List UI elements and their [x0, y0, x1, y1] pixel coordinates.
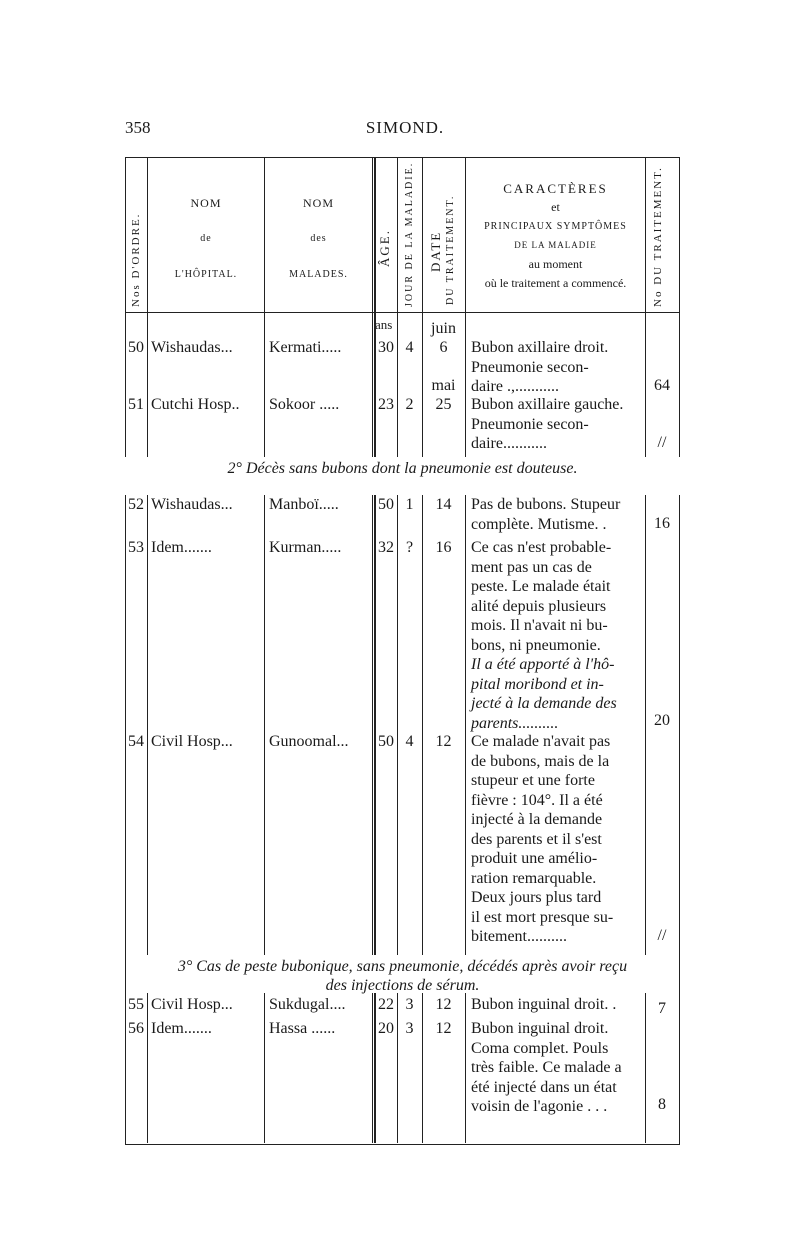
hospital-name: Wishaudas... — [151, 496, 233, 513]
symptom-line: Bubon axillaire droit. — [471, 339, 609, 356]
age-value: 20 — [378, 1020, 394, 1037]
rule — [679, 495, 680, 1145]
symptom-line: jecté à la demande des — [471, 695, 617, 712]
date-value: 12 — [435, 1020, 452, 1037]
running-title: SIMOND. — [365, 118, 445, 137]
page-number: 358 — [125, 118, 151, 137]
symptom-line: parents.......... — [471, 714, 559, 732]
symptom-line: voisin de l'agonie . . . — [471, 1098, 608, 1115]
treatment-number: 16 — [654, 515, 670, 532]
age-value: 22 — [378, 996, 394, 1013]
day-value: 2 — [405, 396, 414, 413]
symptom-line: Il a été apporté à l'hô- — [471, 656, 615, 673]
col-order: Nos D'ORDRE. — [130, 212, 142, 307]
symptom-line: injecté à la demande — [471, 811, 603, 828]
symptom-line: mois. Il n'avait ni bu- — [471, 617, 608, 634]
row-number: 52 — [128, 496, 144, 513]
hospital-name: Wishaudas... — [151, 339, 233, 356]
rule — [147, 993, 148, 1143]
col-hospital: NOM de L'HÔPITAL. — [174, 196, 238, 280]
rule — [375, 993, 376, 1143]
day-value: 4 — [405, 339, 414, 356]
age-value: 23 — [378, 396, 394, 413]
symptom-line: de bubons, mais de la — [471, 752, 610, 770]
rule — [125, 495, 126, 1145]
symptom-line: daire........... — [471, 435, 547, 452]
col-date-2: DU TRAITEMENT. — [445, 194, 456, 305]
hospital-name: Cutchi Hosp.. — [151, 396, 240, 413]
rule — [397, 993, 398, 1143]
col-date-1: DATE — [428, 230, 443, 272]
treatment-number: 20 — [654, 712, 670, 729]
symptom-line: produit une amélio- — [471, 850, 598, 867]
symptom-line: des parents et il s'est — [471, 830, 602, 848]
rule — [125, 1144, 680, 1145]
page-header — [125, 118, 685, 142]
treatment-number: 8 — [658, 1096, 666, 1113]
rule — [422, 993, 423, 1143]
age-value: 32 — [378, 539, 394, 556]
symptom-line: Bubon axillaire gauche. — [471, 396, 624, 413]
hospital-name: Idem....... — [151, 539, 212, 556]
rule — [264, 993, 265, 1143]
symptom-line: Pas de bubons. Stupeur — [471, 496, 621, 513]
date-value: 14 — [435, 496, 452, 513]
rule — [465, 495, 466, 955]
col-patients: NOM des MALADES. — [289, 196, 348, 280]
date-value: 12 — [435, 733, 452, 750]
col-treatment-no: No DU TRAITEMENT. — [652, 166, 664, 307]
symptom-line: ment pas un cas de — [471, 558, 592, 576]
symptom-line: fièvre : 104°. Il a été — [471, 791, 603, 809]
col-day: JOUR DE LA MALADIE. — [404, 161, 415, 307]
unit-month-june: juin — [431, 320, 456, 337]
col-age: ÂGE. — [377, 229, 392, 267]
treatment-number: // — [657, 434, 667, 451]
unit-month-may: mai — [431, 377, 456, 394]
symptom-line: il est mort presque su- — [471, 908, 614, 926]
row-number: 56 — [128, 1020, 144, 1037]
date-value: 16 — [435, 539, 452, 556]
patient-name: Hassa ...... — [269, 1020, 336, 1037]
section-heading-3b: des injections de sérum. — [325, 977, 480, 994]
section-heading-2: 2° Décès sans bubons dont la pneumonie est douteuse. — [227, 460, 578, 477]
rule — [679, 157, 680, 457]
day-value: 3 — [405, 1020, 414, 1037]
symptom-line: Bubon inguinal droit. — [471, 1020, 609, 1037]
symptom-line: pital moribond et in- — [471, 675, 604, 693]
rule — [372, 157, 373, 457]
row-number: 53 — [128, 539, 144, 556]
treatment-number: 7 — [658, 1000, 666, 1017]
patient-name: Sokoor ..... — [269, 396, 340, 413]
symptom-line: Deux jours plus tard — [471, 889, 602, 906]
patient-name: Manboï..... — [269, 496, 339, 513]
rule — [125, 312, 680, 313]
rule — [264, 495, 265, 955]
rule — [125, 157, 680, 158]
patient-name: Sukdugal.... — [269, 996, 346, 1013]
symptom-line: ration remarquable. — [471, 869, 597, 887]
symptom-line: complète. Mutisme. . — [471, 515, 607, 533]
patient-name: Kermati..... — [269, 339, 342, 356]
symptom-line: très faible. Ce malade a — [471, 1059, 622, 1076]
patient-name: Kurman..... — [269, 539, 342, 556]
symptom-line: Pneumonie secon- — [471, 415, 589, 433]
section-heading-3a: 3° Cas de peste bubonique, sans pneumonie, décédés après avoir reçu — [177, 958, 628, 975]
rule — [147, 495, 148, 955]
day-value: ? — [405, 539, 414, 556]
date-value: 6 — [439, 339, 448, 356]
treatment-number: // — [657, 927, 667, 944]
rule — [375, 495, 376, 955]
age-value: 30 — [378, 339, 394, 356]
date-value: 12 — [435, 996, 452, 1013]
symptom-line: Ce malade n'avait pas — [471, 733, 611, 750]
symptom-line: bitement.......... — [471, 928, 567, 945]
rule — [372, 495, 373, 955]
hospital-name: Idem....... — [151, 1020, 212, 1037]
date-value: 25 — [435, 396, 452, 413]
symptom-line: alité depuis plusieurs — [471, 597, 607, 615]
unit-age: ans — [375, 317, 393, 332]
day-value: 1 — [405, 496, 414, 513]
row-number: 50 — [128, 339, 144, 356]
hospital-name: Civil Hosp... — [151, 996, 233, 1013]
rule — [645, 157, 646, 457]
patient-name: Gunoomal... — [269, 733, 349, 750]
symptom-line: stupeur et une forte — [471, 772, 595, 789]
age-value: 50 — [378, 496, 394, 513]
col-characters: CARACTÈRES et PRINCIPAUX SYMPTÔMES DE LA MALADIE au moment où le traitement a commencé. — [484, 181, 627, 290]
rule — [422, 495, 423, 955]
rule — [372, 993, 373, 1143]
rule — [465, 993, 466, 1143]
cases-table — [125, 157, 680, 1147]
symptom-line: bons, ni pneumonie. — [471, 636, 601, 654]
symptom-line: peste. Le malade était — [471, 578, 611, 595]
symptom-line: été injecté dans un état — [471, 1078, 617, 1096]
treatment-number: 64 — [654, 377, 670, 394]
age-value: 50 — [378, 733, 394, 750]
symptom-line: Bubon inguinal droit. . — [471, 996, 617, 1013]
row-number: 55 — [128, 996, 144, 1013]
hospital-name: Civil Hosp... — [151, 733, 233, 750]
row-number: 54 — [128, 733, 144, 750]
symptom-line: Coma complet. Pouls — [471, 1039, 609, 1057]
row-number: 51 — [128, 396, 144, 413]
rule — [397, 495, 398, 955]
symptom-line: Pneumonie secon- — [471, 358, 589, 376]
symptom-line: Ce cas n'est probable- — [471, 539, 612, 556]
symptom-line: daire .,........... — [471, 378, 559, 395]
day-value: 3 — [405, 996, 414, 1013]
day-value: 4 — [405, 733, 414, 750]
